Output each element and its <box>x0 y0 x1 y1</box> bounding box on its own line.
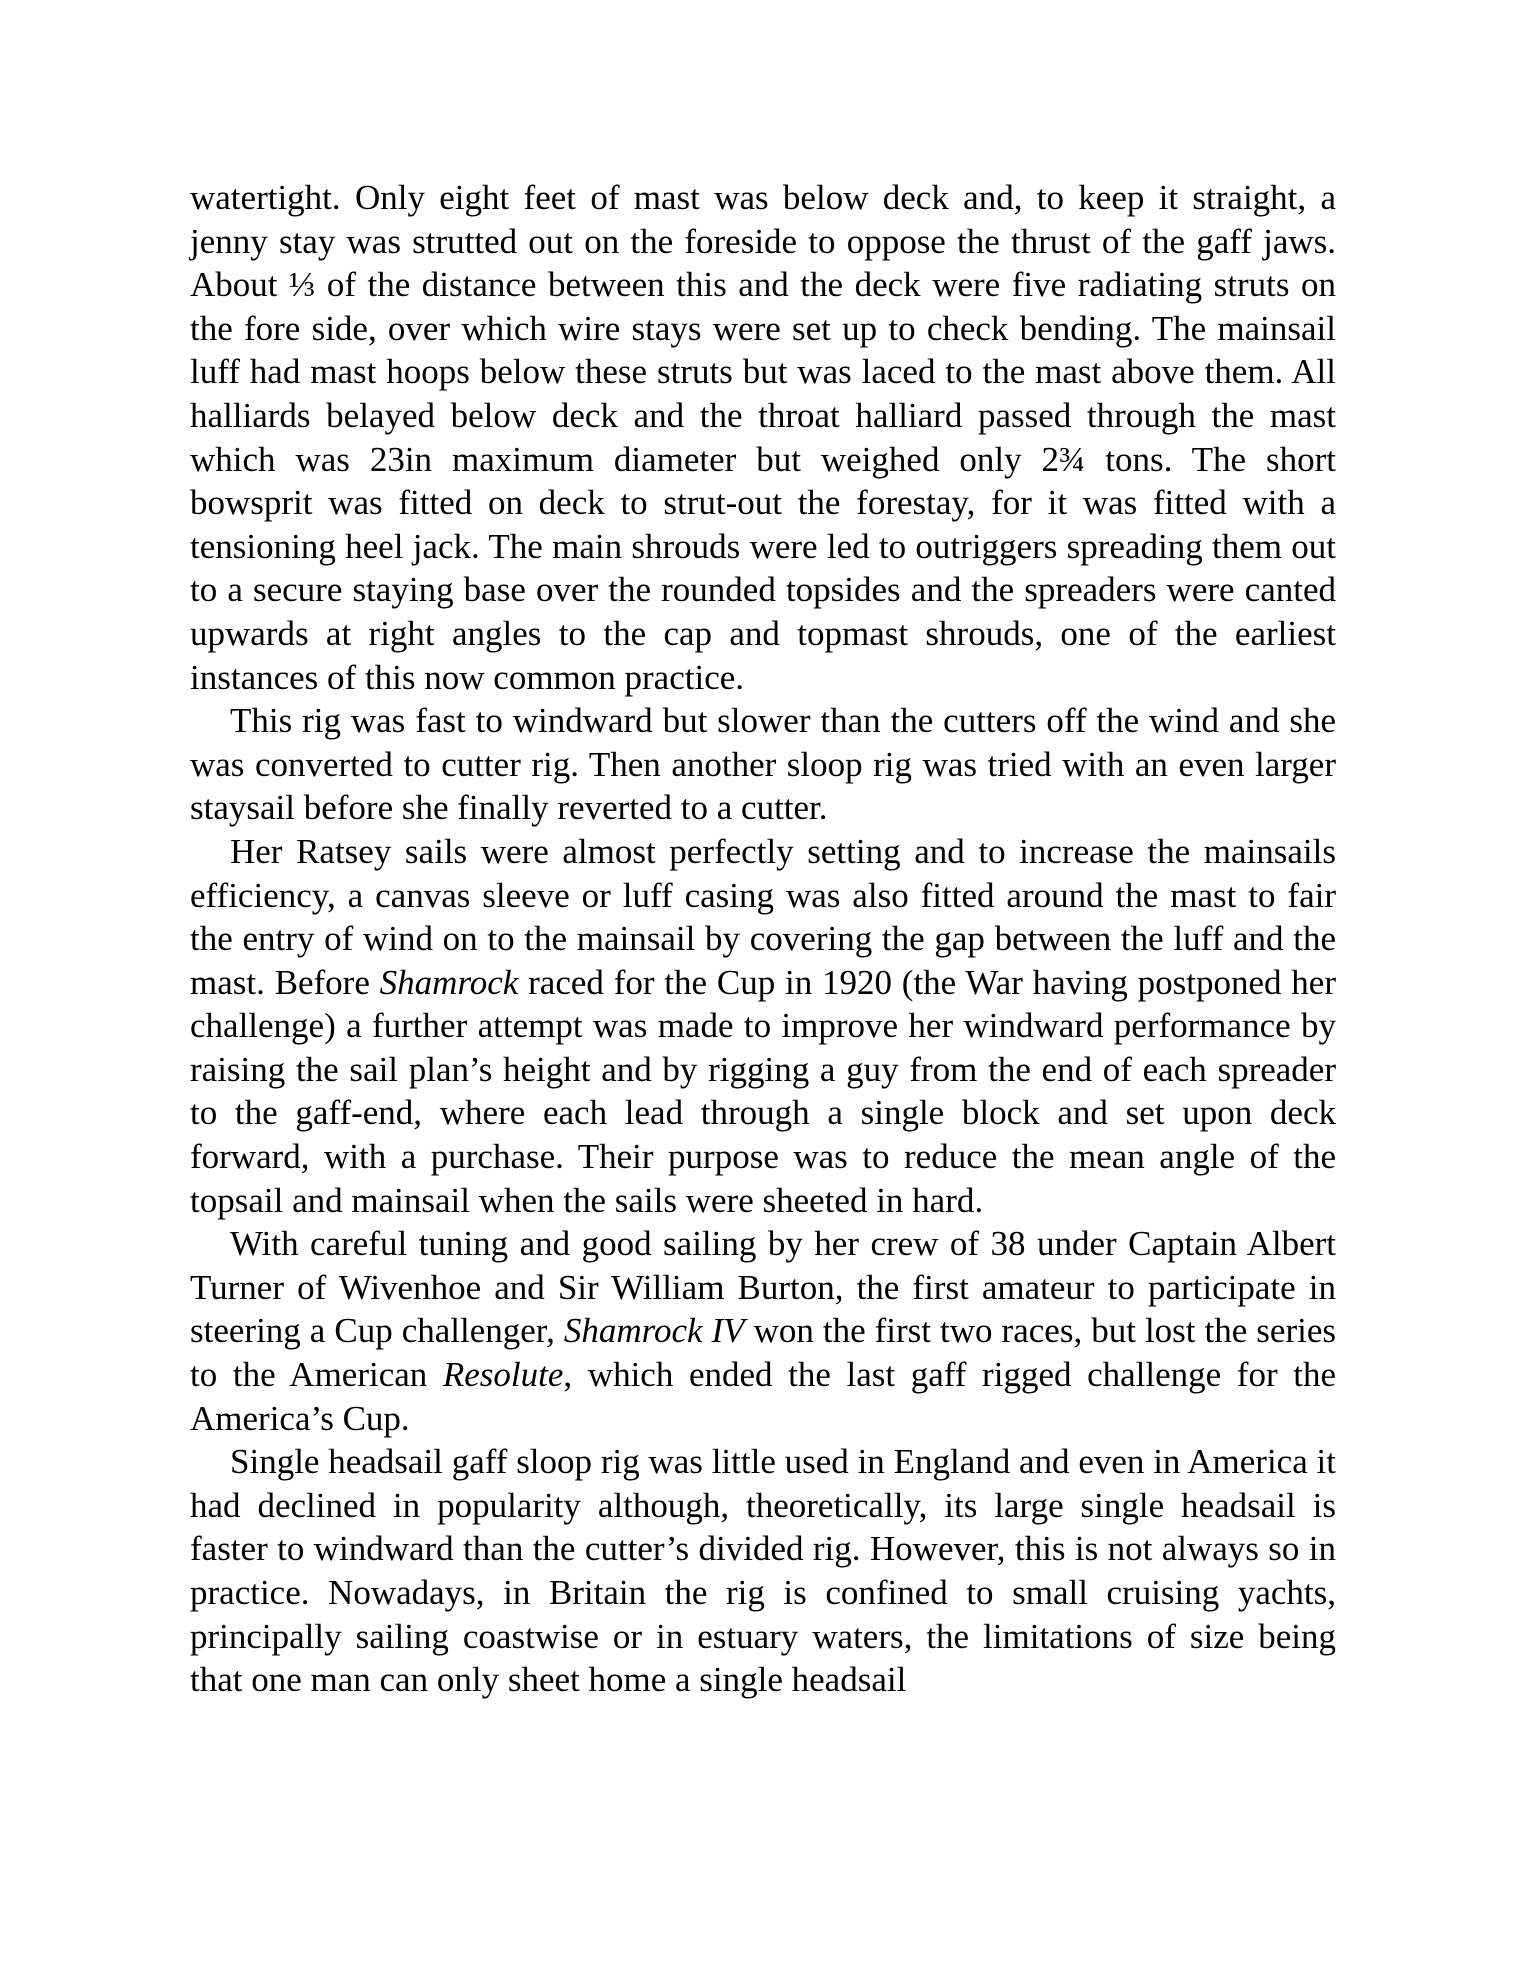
paragraph-4 <box>190 1222 1336 1440</box>
text-run: watertight. Only eight feet of mast was below deck and, to keep it straight, a jenny stay was strutted out on the foreside to oppose the thrust of the gaff jaws. About ⅓ of the distance between this and the deck were five radiating struts on the fore side, over which wire stays were set up to check bending. The mainsail luff had mast hoops below these struts but was laced to the mast above them. All halliards belayed below deck and the throat halliard passed through the mast which was 23in maximum diameter but weighed only 2¾ tons. The short bowsprit was fitted on deck to strut-out the forestay, for it was fitted with a tensioning heel jack. The main shrouds were led to outriggers spreading them out to a secure staying base over the rounded topsides and the spreaders were canted upwards at right angles to the cap and topmast shrouds, one of the earliest instances of this now common practice. <box>190 178 1336 697</box>
text-run: This rig was fast to windward but slower than the cutters off the wind and she was converted to cutter rig. Then another sloop rig was tried with an even larger staysail before she finally reverted to a cutter. <box>190 701 1336 828</box>
paragraph-5 <box>190 1440 1336 1702</box>
italic-text-run: Shamrock <box>379 962 519 1002</box>
text-run: With careful tuning and good sailing by her crew of 38 under Captain Albert Turner of Wivenhoe and Sir William Burton, the first amateur to participate in steering a Cup challenger, <box>190 1224 1336 1351</box>
text-run: Her Ratsey sails were almost perfectly setting and to increase the mainsails efficiency, a canvas sleeve or luff casing was also fitted around the mast to fair the entry of wind on to the mainsail by covering the gap between the luff and the mast. Before <box>190 831 1336 1002</box>
paragraph-3 <box>190 830 1336 1222</box>
paragraph-2 <box>190 699 1336 830</box>
text-run: won the first two races, but lost the series to the American <box>190 1311 1336 1395</box>
text-run: raced for the Cup in 1920 (the War having postponed her challenge) a further attempt was made to improve her windward performance by raising the sail plan’s height and by rigging a guy from the end of each spreader to the gaff-end, where each lead through a single block and set upon deck forward, with a purchase. Their purpose was to reduce the mean angle of the topsail and mainsail when the sails were sheeted in hard. <box>190 962 1336 1220</box>
page-text-block <box>190 176 1336 1702</box>
italic-text-run: Shamrock IV <box>563 1311 745 1351</box>
paragraph-1 <box>190 176 1336 699</box>
text-run: Single headsail gaff sloop rig was little used in England and even in America it had declined in popularity although, theoretically, its large single headsail is faster to windward than the cutter’s divided rig. However, this is not always so in practice. Nowadays, in Britain the rig is confined to small cruising yachts, principally sailing coastwise or in estuary waters, the limitations of size being that one man can only sheet home a single headsail <box>190 1442 1336 1700</box>
italic-text-run: Resolute <box>442 1355 564 1395</box>
text-run: , which ended the last gaff rigged challenge for the America’s Cup. <box>190 1355 1336 1438</box>
